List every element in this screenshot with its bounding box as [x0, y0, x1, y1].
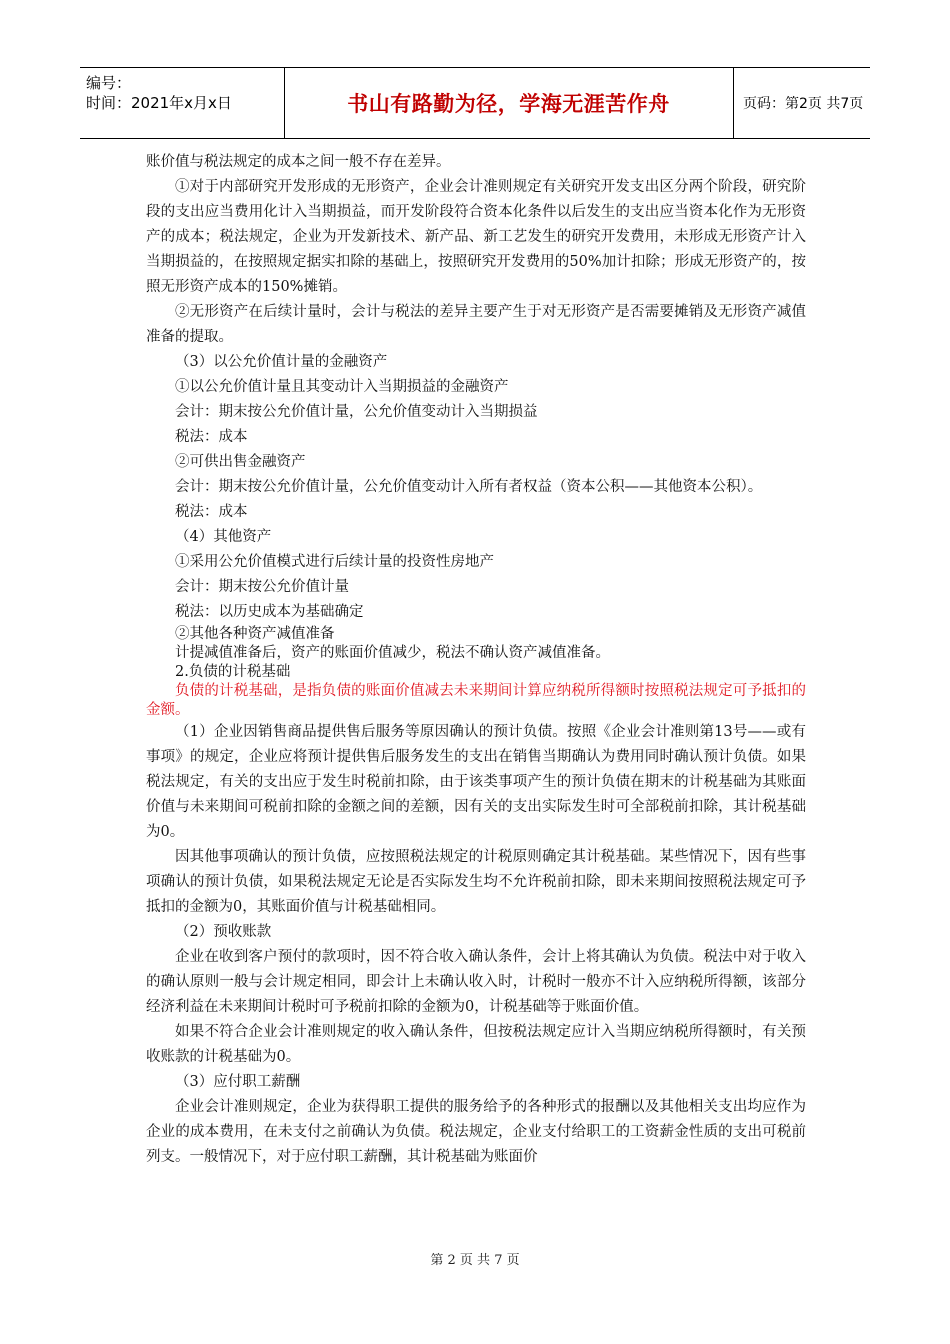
- doc-date: 时间：2021年x月x日: [86, 94, 232, 112]
- paragraph: （1）企业因销售商品提供售后服务等原因确认的预计负债。按照《企业会计准则第13号——或有事项》的规定，企业应将预计提供售后服务发生的支出在销售当期确认为费用同时确认预计负债。如果税法规定，有关的支出应于发生时税前扣除，由于该类事项产生的预计负债在期末的计税基础为其账面价值与未来期间可税前扣除的金额之间的差额，因有关的支出实际发生时可全部税前扣除，其计税基础为0。: [146, 724, 806, 840]
- document-body: [146, 150, 806, 1170]
- paragraph: 税法：成本: [175, 504, 248, 520]
- paragraph: ②无形资产在后续计量时，会计与税法的差异主要产生于对无形资产是否需要摊销及无形资产减值准备的提取。: [146, 304, 806, 345]
- paragraph: ①对于内部研究开发形成的无形资产，企业会计准则规定有关研究开发支出区分两个阶段，研究阶段的支出应当费用化计入当期损益，而开发阶段符合资本化条件以后发生的支出应当资本化作为无形资产的成本；税法规定，企业为开发新技术、新产品、新工艺发生的研究开发费用，未形成无形资产计入当期损益的，在按照规定据实扣除的基础上，按照研究开发费用的50%加计扣除；形成无形资产的，按照无形资产成本的150%摊销。: [146, 179, 806, 295]
- doc-number: 编号：: [86, 74, 132, 92]
- section-heading: （3）应付职工薪酬: [175, 1074, 301, 1090]
- header-left-cell: [80, 68, 285, 138]
- header-motto: 书山有路勤为径，学海无涯苦作舟: [347, 92, 670, 116]
- section-heading: 2.负债的计税基础: [175, 664, 291, 680]
- paragraph: 计提减值准备后，资产的账面价值减少，税法不确认资产减值准备。: [175, 645, 610, 661]
- page-header: [80, 67, 870, 139]
- header-motto-cell: [284, 68, 734, 138]
- paragraph: 企业在收到客户预付的款项时，因不符合收入确认条件，会计上将其确认为负债。税法中对于收入的确认原则一般与会计规定相同，即会计上未确认收入时，计税时一般亦不计入应纳税所得额，该部分经济利益在未来期间计税时可予税前扣除的金额为0，计税基础等于账面价值。: [146, 949, 806, 1015]
- section-heading: （3）以公允价值计量的金融资产: [175, 354, 388, 370]
- header-page-cell: [733, 68, 870, 138]
- paragraph: 因其他事项确认的预计负债，应按照税法规定的计税原则确定其计税基础。某些情况下，因有些事项确认的预计负债，如果税法规定无论是否实际发生均不允许税前扣除，即未来期间按照税法规定可予抵扣的金额为0，其账面价值与计税基础相同。: [146, 849, 806, 915]
- section-heading: （2）预收账款: [175, 924, 272, 940]
- paragraph: 如果不符合企业会计准则规定的收入确认条件，但按税法规定应计入当期应纳税所得额时，有关预收账款的计税基础为0。: [146, 1024, 806, 1065]
- paragraph: 税法：以历史成本为基础确定: [175, 604, 364, 620]
- paragraph: 会计：期末按公允价值计量，公允价值变动计入当期损益: [175, 404, 538, 420]
- paragraph: 企业会计准则规定，企业为获得职工提供的服务给予的各种形式的报酬以及其他相关支出均应作为企业的成本费用，在未支付之前确认为负债。税法规定，企业支付给职工的工资薪金性质的支出可税前列支。一般情况下，对于应付职工薪酬，其计税基础为账面价: [146, 1099, 806, 1165]
- definition-highlight: 负债的计税基础，是指负债的账面价值减去未来期间计算应纳税所得额时按照税法规定可予抵扣的金额。: [146, 683, 806, 718]
- header-page-info: 页码：第2页 共7页: [743, 96, 864, 112]
- paragraph: 会计：期末按公允价值计量: [175, 579, 349, 595]
- paragraph: 税法：成本: [175, 429, 248, 445]
- subsection-heading: ①采用公允价值模式进行后续计量的投资性房地产: [175, 554, 494, 570]
- section-heading: （4）其他资产: [175, 529, 272, 545]
- subsection-heading: ②可供出售金融资产: [175, 454, 306, 470]
- subsection-heading: ②其他各种资产减值准备: [175, 626, 335, 642]
- paragraph: 会计：期末按公允价值计量，公允价值变动计入所有者权益（资本公积——其他资本公积）。: [175, 479, 763, 495]
- paragraph: 账价值与税法规定的成本之间一般不存在差异。: [146, 154, 451, 170]
- subsection-heading: ①以公允价值计量且其变动计入当期损益的金融资产: [175, 379, 509, 395]
- page-footer: 第 2 页 共 7 页: [430, 1253, 520, 1268]
